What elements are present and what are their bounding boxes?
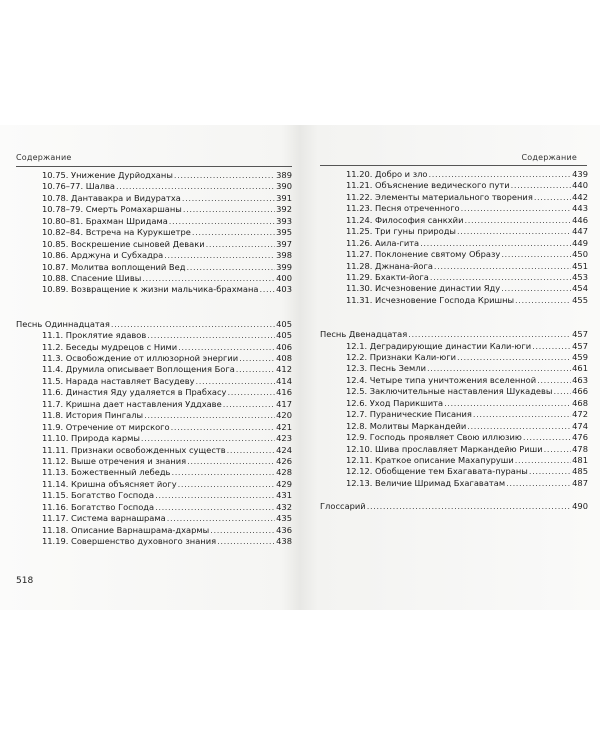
toc-entry — [16, 170, 292, 181]
entry-title: 12.10. Шива прославляет Маркандейю Риши — [346, 443, 543, 454]
entry-title: 11.21. Объяснение ведического пути — [346, 180, 510, 191]
entry-title: 11.27. Поклонение святому Образу — [346, 249, 501, 260]
spacer — [320, 306, 588, 317]
entry-title: 11.17. Система варнашрама — [42, 513, 166, 524]
entry-page-number: 490 — [572, 500, 588, 511]
toc-part-heading — [320, 329, 588, 340]
dot-leader — [537, 375, 571, 386]
entry-page-number: 457 — [572, 340, 588, 351]
dot-leader — [217, 536, 275, 547]
entry-page-number: 455 — [572, 294, 588, 305]
entry-title: 12.9. Господь проявляет Свою иллюзию — [346, 432, 522, 443]
entry-title: 11.14. Кришна объясняет йогу — [42, 478, 177, 489]
toc-entry — [320, 215, 588, 226]
dot-leader — [523, 432, 571, 443]
toc-entry — [320, 398, 588, 409]
entry-title: Глоссарий — [320, 500, 366, 511]
entry-page-number: 466 — [572, 386, 588, 397]
entry-page-number: 440 — [572, 180, 588, 191]
entry-page-number: 454 — [572, 283, 588, 294]
dot-leader — [223, 399, 275, 410]
spacer — [320, 318, 588, 329]
dot-leader — [236, 364, 275, 375]
entry-title: 10.80–81. Брахман Шридама — [42, 215, 168, 226]
dot-leader — [164, 250, 275, 261]
dot-leader — [473, 409, 571, 420]
entry-page-number: 463 — [572, 374, 588, 385]
entry-page-number: 447 — [572, 226, 588, 237]
entry-title: 11.10. Природа кармы — [42, 433, 140, 444]
entry-page-number: 451 — [572, 260, 588, 271]
entry-title: 11.11. Признаки освобожденных существ — [42, 444, 226, 455]
entry-page-number: 476 — [572, 432, 588, 443]
entry-page-number: 395 — [276, 227, 292, 238]
toc-entry — [320, 192, 588, 203]
entry-title: 11.2. Беседы мудрецов с Ними — [42, 341, 178, 352]
entry-page-number: 431 — [276, 490, 292, 501]
dot-leader — [467, 421, 571, 432]
dot-leader — [155, 490, 275, 501]
spacer — [16, 307, 292, 318]
dot-leader — [187, 456, 275, 467]
dot-leader — [367, 501, 571, 512]
dot-leader — [501, 249, 571, 260]
entry-page-number: 487 — [572, 477, 588, 488]
toc-entry — [320, 421, 588, 432]
dot-leader — [444, 398, 571, 409]
toc-entry — [320, 249, 588, 260]
toc-entry — [16, 239, 292, 250]
dot-leader — [192, 227, 275, 238]
toc-entry — [16, 410, 292, 421]
entry-title: 11.7. Кришна дает наставления Уддхаве — [42, 398, 222, 409]
entry-title: 11.26. Аила-гита — [346, 237, 420, 248]
toc-entry — [16, 513, 292, 524]
dot-leader — [196, 376, 276, 387]
entry-page-number: 398 — [276, 250, 292, 261]
dot-leader — [111, 319, 275, 330]
toc-entry — [16, 216, 292, 227]
dot-leader — [434, 261, 571, 272]
entry-title: 11.24. Философия санкхйи — [346, 214, 464, 225]
toc-entry — [16, 342, 292, 353]
dot-leader — [529, 466, 571, 477]
entry-title: 10.89. Возвращение к жизни мальчика-брахмана — [42, 284, 259, 295]
entry-page-number: 412 — [276, 364, 292, 375]
dot-leader — [511, 180, 572, 191]
dot-leader — [206, 239, 276, 250]
toc-entry — [16, 433, 292, 444]
toc-part-heading — [16, 319, 292, 330]
entry-title: 11.13. Божественный лебедь — [42, 467, 171, 478]
entry-page-number: 481 — [572, 454, 588, 465]
toc-entry — [16, 262, 292, 273]
entry-page-number: 421 — [276, 421, 292, 432]
dot-leader — [116, 181, 275, 192]
dot-leader — [457, 352, 571, 363]
toc-entry — [16, 204, 292, 215]
right-page — [300, 125, 600, 610]
table-of-contents — [16, 170, 292, 547]
entry-page-number: 432 — [276, 501, 292, 512]
entry-title: 12.8. Молитвы Маркандейи — [346, 420, 467, 431]
toc-entry — [16, 181, 292, 192]
entry-title: 12.2. Признаки Кали-юги — [346, 352, 457, 362]
entry-title: 12.4. Четыре типа уничтожения вселенной — [346, 374, 537, 385]
entry-page-number: 400 — [276, 272, 292, 283]
toc-entry — [320, 203, 588, 214]
toc-entry — [16, 284, 292, 295]
entry-title: 11.12. Выше отречения и знания — [42, 455, 187, 466]
entry-page-number: 446 — [572, 214, 588, 225]
entry-title: 11.30. Исчезновение династии Яду — [346, 283, 501, 294]
page-number: 518 — [16, 576, 34, 586]
dot-leader — [534, 192, 571, 203]
dot-leader — [147, 330, 275, 341]
toc-entry — [320, 283, 588, 294]
entry-title: 10.78–79. Смерть Ромахаршаны — [42, 204, 182, 215]
entry-page-number: 485 — [572, 466, 588, 477]
entry-page-number: 390 — [276, 181, 292, 192]
toc-glossary-entry — [320, 501, 588, 512]
entry-title: 12.6. Уход Парикшита — [346, 397, 444, 408]
dot-leader — [461, 203, 572, 214]
toc-entry — [16, 525, 292, 536]
entry-title: 12.3. Песнь Земли — [346, 363, 426, 374]
entry-title: 11.31. Исчезновение Господа Кришны — [346, 294, 515, 305]
entry-title: 11.29. Бхакти-йога — [346, 271, 429, 282]
entry-title: 12.13. Величие Шримад Бхагаватам — [346, 477, 506, 488]
entry-title: 11.9. Отречение от мирского — [42, 421, 170, 432]
entry-page-number: 435 — [276, 513, 292, 524]
entry-title: 10.76–77. Шалва — [42, 181, 115, 192]
entry-page-number: 405 — [276, 318, 292, 329]
toc-entry — [320, 363, 588, 374]
dot-leader — [427, 363, 571, 374]
dot-leader — [210, 525, 275, 536]
toc-entry — [16, 330, 292, 341]
dot-leader — [515, 455, 571, 466]
toc-entry — [320, 444, 588, 455]
dot-leader — [142, 273, 275, 284]
entry-page-number: 391 — [276, 192, 292, 203]
entry-page-number: 408 — [276, 353, 292, 363]
entry-title: 11.19. Совершенство духовного знания — [42, 536, 217, 546]
dot-leader — [182, 193, 275, 204]
toc-entry — [320, 180, 588, 191]
toc-entry — [16, 387, 292, 398]
entry-page-number: 468 — [572, 397, 588, 408]
entry-page-number: 424 — [276, 444, 292, 455]
entry-page-number: 392 — [276, 204, 292, 215]
book-spread — [0, 125, 600, 610]
entry-page-number: 406 — [276, 341, 292, 352]
entry-title: 10.75. Унижение Дурйодханы — [42, 170, 173, 180]
entry-title: 10.86. Арджуна и Субхадра — [42, 250, 164, 261]
toc-entry — [320, 261, 588, 272]
toc-entry — [320, 432, 588, 443]
entry-title: 11.1. Проклятие ядавов — [42, 330, 147, 341]
entry-title: 10.88. Спасение Шивы — [42, 272, 142, 283]
entry-page-number: 416 — [276, 387, 292, 398]
entry-page-number: 478 — [572, 443, 588, 454]
entry-page-number: 423 — [276, 433, 292, 444]
dot-leader — [171, 467, 275, 478]
toc-entry — [16, 399, 292, 410]
entry-page-number: 450 — [572, 249, 588, 260]
entry-page-number: 414 — [276, 375, 292, 386]
entry-page-number: 453 — [572, 271, 588, 282]
dot-leader — [429, 169, 572, 180]
dot-leader — [457, 226, 571, 237]
entry-title: 11.3. Освобождение от иллюзорной энергии — [42, 353, 239, 363]
toc-entry — [16, 536, 292, 547]
dot-leader — [506, 478, 571, 489]
entry-title: Песнь Двенадцатая — [320, 329, 408, 340]
toc-entry — [16, 227, 292, 238]
toc-entry — [16, 376, 292, 387]
dot-leader — [178, 342, 275, 353]
entry-title: 10.78. Дантавакра и Видуратха — [42, 192, 181, 203]
toc-entry — [320, 226, 588, 237]
running-head: Содержание — [16, 153, 72, 162]
dot-leader — [464, 215, 571, 226]
entry-page-number: 393 — [276, 215, 292, 226]
entry-page-number: 439 — [572, 169, 588, 179]
entry-page-number: 474 — [572, 420, 588, 431]
entry-title: 12.7. Пуранические Писания — [346, 409, 472, 420]
spacer — [16, 296, 292, 307]
dot-leader — [144, 410, 275, 421]
entry-title: 11.15. Богатство Господа — [42, 490, 155, 501]
entry-page-number: 428 — [276, 467, 292, 478]
dot-leader — [532, 341, 571, 352]
dot-leader — [553, 386, 571, 397]
toc-entry — [16, 364, 292, 375]
entry-title: 11.5. Нарада наставляет Васудеву — [42, 375, 195, 386]
entry-page-number: 389 — [276, 170, 292, 180]
toc-entry — [16, 502, 292, 513]
entry-title: 11.6. Династия Яду удаляется в Прабхасу — [42, 387, 227, 398]
toc-entry — [16, 422, 292, 433]
dot-leader — [183, 204, 275, 215]
dot-leader — [239, 353, 275, 364]
entry-page-number: 472 — [572, 409, 588, 420]
entry-page-number: 442 — [572, 191, 588, 202]
toc-entry — [320, 272, 588, 283]
entry-page-number: 403 — [276, 284, 292, 295]
toc-entry — [320, 478, 588, 489]
entry-page-number: 426 — [276, 455, 292, 466]
entry-title: 11.22. Элементы материального творения — [346, 191, 533, 202]
dot-leader — [420, 238, 571, 249]
toc-entry — [16, 467, 292, 478]
entry-title: 12.11. Краткое описание Махапуруши — [346, 454, 514, 465]
entry-title: 12.5. Заключительные наставления Шукадевы — [346, 386, 553, 397]
entry-page-number: 429 — [276, 478, 292, 489]
dot-leader — [430, 272, 571, 283]
entry-page-number: 443 — [572, 203, 588, 214]
entry-page-number: 457 — [572, 329, 588, 340]
dot-leader — [174, 170, 275, 181]
entry-page-number: 420 — [276, 410, 292, 421]
dot-leader — [178, 479, 276, 490]
header-rule — [16, 166, 292, 167]
entry-title: 12.1. Деградирующие династии Кали-юги — [346, 340, 532, 351]
entry-title: 11.8. История Пингалы — [42, 410, 144, 421]
entry-page-number: 399 — [276, 261, 292, 272]
dot-leader — [155, 502, 275, 513]
entry-page-number: 397 — [276, 238, 292, 249]
entry-title: 11.28. Джнана-йога — [346, 260, 433, 271]
toc-entry — [320, 409, 588, 420]
entry-title: 11.4. Друмила описывает Воплощения Бога — [42, 364, 235, 375]
header-rule — [320, 165, 587, 166]
toc-entry — [16, 273, 292, 284]
toc-entry — [16, 479, 292, 490]
dot-leader — [408, 329, 571, 340]
entry-title: 11.20. Добро и зло — [346, 169, 428, 179]
entry-title: 10.82–84. Встреча на Курукшетре — [42, 227, 191, 238]
entry-title: 10.85. Воскрешение сыновей Деваки — [42, 238, 205, 249]
toc-entry — [320, 386, 588, 397]
entry-page-number: 436 — [276, 524, 292, 535]
entry-page-number: 449 — [572, 237, 588, 248]
dot-leader — [227, 387, 275, 398]
table-of-contents — [320, 169, 588, 512]
dot-leader — [186, 262, 275, 273]
entry-title: 11.23. Песня отреченного — [346, 203, 460, 214]
toc-entry — [320, 352, 588, 363]
entry-title: 11.25. Три гуны природы — [346, 226, 456, 237]
dot-leader — [227, 445, 276, 456]
entry-title: Песнь Одиннадцатая — [16, 318, 110, 329]
toc-entry — [320, 169, 588, 180]
toc-entry — [16, 353, 292, 364]
dot-leader — [544, 444, 572, 455]
toc-entry — [16, 193, 292, 204]
spacer — [320, 489, 588, 500]
entry-title: 11.16. Богатство Господа — [42, 501, 155, 512]
entry-title: 11.18. Описание Варнашрама-дхармы — [42, 524, 210, 535]
left-page — [0, 125, 300, 610]
entry-page-number: 461 — [572, 363, 588, 374]
toc-entry — [16, 250, 292, 261]
entry-title: 10.87. Молитва воплощений Вед — [42, 261, 186, 272]
dot-leader — [515, 295, 571, 306]
toc-entry — [320, 238, 588, 249]
entry-page-number: 417 — [276, 398, 292, 409]
entry-page-number: 405 — [276, 330, 292, 341]
toc-entry — [320, 341, 588, 352]
entry-page-number: 438 — [276, 536, 292, 546]
dot-leader — [167, 513, 275, 524]
toc-entry — [320, 375, 588, 386]
dot-leader — [259, 284, 275, 295]
toc-entry — [320, 295, 588, 306]
dot-leader — [501, 283, 571, 294]
toc-entry — [16, 490, 292, 501]
toc-entry — [16, 445, 292, 456]
running-head: Содержание — [521, 153, 577, 162]
dot-leader — [169, 216, 275, 227]
dot-leader — [171, 422, 276, 433]
entry-title: 12.12. Обобщение тем Бхагавата-пураны — [346, 466, 528, 477]
entry-page-number: 459 — [572, 352, 588, 362]
toc-entry — [320, 466, 588, 477]
toc-entry — [16, 456, 292, 467]
toc-entry — [320, 455, 588, 466]
dot-leader — [141, 433, 275, 444]
